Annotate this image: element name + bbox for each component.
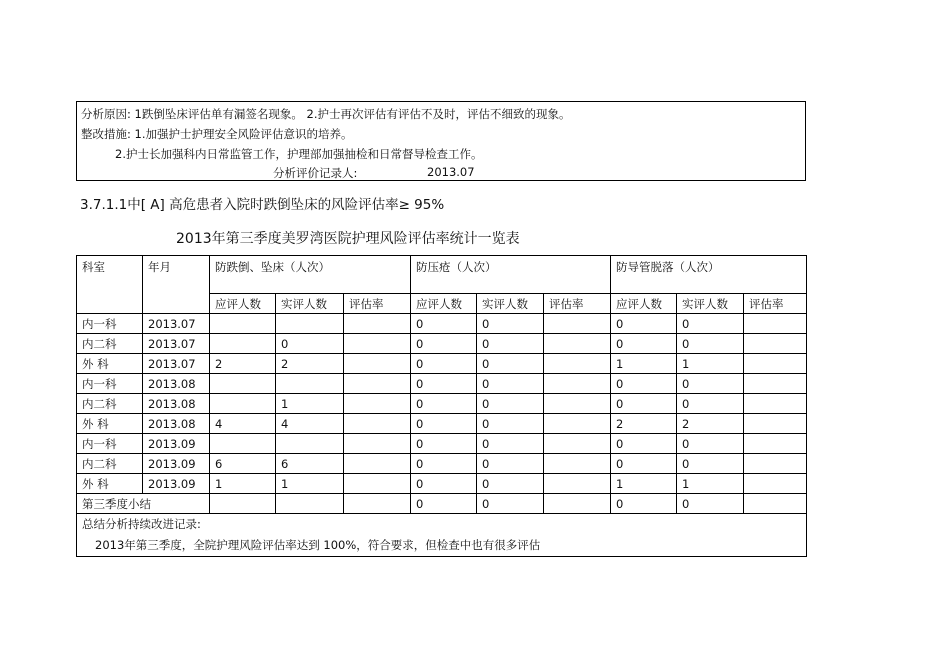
- summary-title: 总结分析持续改进记录:: [82, 517, 201, 531]
- table-cell: [344, 434, 411, 454]
- table-cell: 0: [677, 374, 744, 394]
- table-cell: [744, 494, 807, 514]
- subheader-actual: 实评人数: [276, 294, 344, 314]
- subheader-due: 应评人数: [210, 294, 276, 314]
- table-cell: 1: [677, 474, 744, 494]
- table-cell: [210, 434, 276, 454]
- month-cell: 2013.07: [143, 334, 210, 354]
- table-cell: [544, 414, 611, 434]
- table-cell: 1: [611, 354, 677, 374]
- table-cell: [344, 314, 411, 334]
- subtotal-label: 第三季度小结: [77, 494, 210, 514]
- table-cell: [544, 454, 611, 474]
- table-cell: 2: [677, 414, 744, 434]
- header-pressure-ulcer: 防压疮（人次）: [411, 256, 611, 294]
- table-cell: 0: [477, 314, 544, 334]
- month-cell: 2013.09: [143, 454, 210, 474]
- table-cell: [344, 474, 411, 494]
- table-cell: 0: [677, 394, 744, 414]
- table-cell: [544, 314, 611, 334]
- month-cell: 2013.08: [143, 414, 210, 434]
- table-row: [77, 314, 807, 334]
- month-cell: 2013.09: [143, 434, 210, 454]
- corrective-measures-line: 整改措施: 1.加强护士护理安全风险评估意识的培养。: [81, 127, 353, 141]
- dept-cell: 外 科: [77, 474, 143, 494]
- table-cell: [344, 454, 411, 474]
- table-cell: [344, 374, 411, 394]
- table-cell: 0: [411, 314, 477, 334]
- table-cell: [544, 474, 611, 494]
- table-row: [77, 414, 807, 434]
- summary-cell: [77, 514, 807, 557]
- month-cell: 2013.08: [143, 374, 210, 394]
- table-row: [77, 354, 807, 374]
- table-cell: 0: [477, 494, 544, 514]
- table-cell: 2: [611, 414, 677, 434]
- table-cell: 0: [477, 394, 544, 414]
- table-cell: [744, 394, 807, 414]
- subheader-actual: 实评人数: [677, 294, 744, 314]
- table-cell: 4: [276, 414, 344, 434]
- subheader-rate: 评估率: [544, 294, 611, 314]
- table-cell: 0: [611, 334, 677, 354]
- table-cell: [344, 414, 411, 434]
- month-cell: 2013.08: [143, 394, 210, 414]
- summary-text: 2013年第三季度，全院护理风险评估率达到 100%，符合要求，但检查中也有很多评估: [95, 538, 541, 552]
- table-cell: [276, 494, 344, 514]
- table-cell: [744, 414, 807, 434]
- table-cell: 0: [611, 314, 677, 334]
- analysis-cause-line: 分析原因: 1跌倒坠床评估单有漏签名现象。 2.护士再次评估有评估不及时，评估不细致的现象。: [81, 107, 571, 121]
- subheader-rate: 评估率: [344, 294, 411, 314]
- summary-row: [77, 514, 807, 557]
- table-cell: 0: [677, 334, 744, 354]
- table-cell: 1: [276, 394, 344, 414]
- table-cell: [344, 354, 411, 374]
- table-cell: [744, 434, 807, 454]
- table-cell: 0: [411, 454, 477, 474]
- header-catheter-dislodgement: 防导管脱落（人次）: [611, 256, 807, 294]
- table-cell: 0: [477, 434, 544, 454]
- subheader-due: 应评人数: [411, 294, 477, 314]
- table-cell: [210, 374, 276, 394]
- dept-cell: 内一科: [77, 434, 143, 454]
- table-row: [77, 374, 807, 394]
- table-cell: 2: [210, 354, 276, 374]
- table-cell: 0: [477, 414, 544, 434]
- table-cell: 1: [276, 474, 344, 494]
- table-cell: 0: [477, 374, 544, 394]
- dept-cell: 内一科: [77, 314, 143, 334]
- recorder-label: 分析评价记录人:: [273, 166, 358, 180]
- table-cell: [544, 434, 611, 454]
- table-cell: [210, 334, 276, 354]
- month-cell: 2013.07: [143, 354, 210, 374]
- dept-cell: 外 科: [77, 354, 143, 374]
- section-heading: 3.7.1.1中[ A] 高危患者入院时跌倒坠床的风险评估率≥ 95%: [80, 197, 445, 213]
- dept-cell: 外 科: [77, 414, 143, 434]
- table-cell: [544, 334, 611, 354]
- header-dept: 科室: [77, 256, 143, 314]
- table-cell: 0: [411, 394, 477, 414]
- dept-cell: 内二科: [77, 454, 143, 474]
- table-cell: [544, 354, 611, 374]
- table-cell: 0: [477, 334, 544, 354]
- subtotal-row: [77, 494, 807, 514]
- table-cell: [744, 354, 807, 374]
- header-month: 年月: [143, 256, 210, 314]
- table-cell: 0: [411, 414, 477, 434]
- table-cell: 6: [276, 454, 344, 474]
- header-row: [77, 256, 807, 294]
- table-cell: [344, 494, 411, 514]
- table-cell: 0: [276, 334, 344, 354]
- table-cell: 0: [411, 494, 477, 514]
- table-cell: 0: [677, 454, 744, 474]
- table-cell: [744, 474, 807, 494]
- table-cell: [544, 394, 611, 414]
- table-row: [77, 474, 807, 494]
- table-cell: 0: [611, 494, 677, 514]
- subheader-due: 应评人数: [611, 294, 677, 314]
- table-body: [77, 314, 807, 494]
- table-cell: 1: [210, 474, 276, 494]
- table-cell: 0: [611, 374, 677, 394]
- table-cell: [744, 374, 807, 394]
- table-title: 2013年第三季度美罗湾医院护理风险评估率统计一览表: [176, 231, 520, 247]
- dept-cell: 内二科: [77, 334, 143, 354]
- table-cell: [744, 314, 807, 334]
- table-cell: 0: [411, 334, 477, 354]
- table-cell: 1: [611, 474, 677, 494]
- recorder-date: 2013.07: [427, 165, 475, 179]
- table-cell: [276, 374, 344, 394]
- table-cell: 4: [210, 414, 276, 434]
- table-cell: 0: [411, 374, 477, 394]
- table-cell: 0: [411, 354, 477, 374]
- table-cell: 0: [611, 434, 677, 454]
- table-cell: [276, 314, 344, 334]
- subheader-actual: 实评人数: [477, 294, 544, 314]
- table-cell: 6: [210, 454, 276, 474]
- table-cell: [744, 334, 807, 354]
- table-cell: [210, 314, 276, 334]
- dept-cell: 内一科: [77, 374, 143, 394]
- subheader-rate: 评估率: [744, 294, 807, 314]
- table-cell: 0: [677, 314, 744, 334]
- header-fall-prevention: 防跌倒、坠床（人次）: [210, 256, 411, 294]
- table-cell: 0: [677, 434, 744, 454]
- table-cell: 0: [477, 474, 544, 494]
- table-cell: 1: [677, 354, 744, 374]
- table-cell: 0: [411, 434, 477, 454]
- table-row: [77, 434, 807, 454]
- risk-assessment-table: [76, 255, 807, 557]
- table-cell: 0: [677, 494, 744, 514]
- table-row: [77, 394, 807, 414]
- table-cell: [744, 454, 807, 474]
- table-cell: [544, 494, 611, 514]
- table-cell: 2: [276, 354, 344, 374]
- table-row: [77, 454, 807, 474]
- analysis-box: [76, 101, 806, 181]
- table-row: [77, 334, 807, 354]
- table-cell: [344, 334, 411, 354]
- table-cell: [210, 494, 276, 514]
- table-cell: 0: [477, 354, 544, 374]
- table-cell: 0: [477, 454, 544, 474]
- table-cell: [544, 374, 611, 394]
- table-cell: [210, 394, 276, 414]
- corrective-measures-line-2: 2.护士长加强科内日常监管工作，护理部加强抽检和日常督导检查工作。: [115, 147, 483, 161]
- table-cell: [276, 434, 344, 454]
- dept-cell: 内二科: [77, 394, 143, 414]
- month-cell: 2013.07: [143, 314, 210, 334]
- month-cell: 2013.09: [143, 474, 210, 494]
- table-cell: 0: [611, 394, 677, 414]
- table-cell: 0: [411, 474, 477, 494]
- table-cell: 0: [611, 454, 677, 474]
- table-cell: [344, 394, 411, 414]
